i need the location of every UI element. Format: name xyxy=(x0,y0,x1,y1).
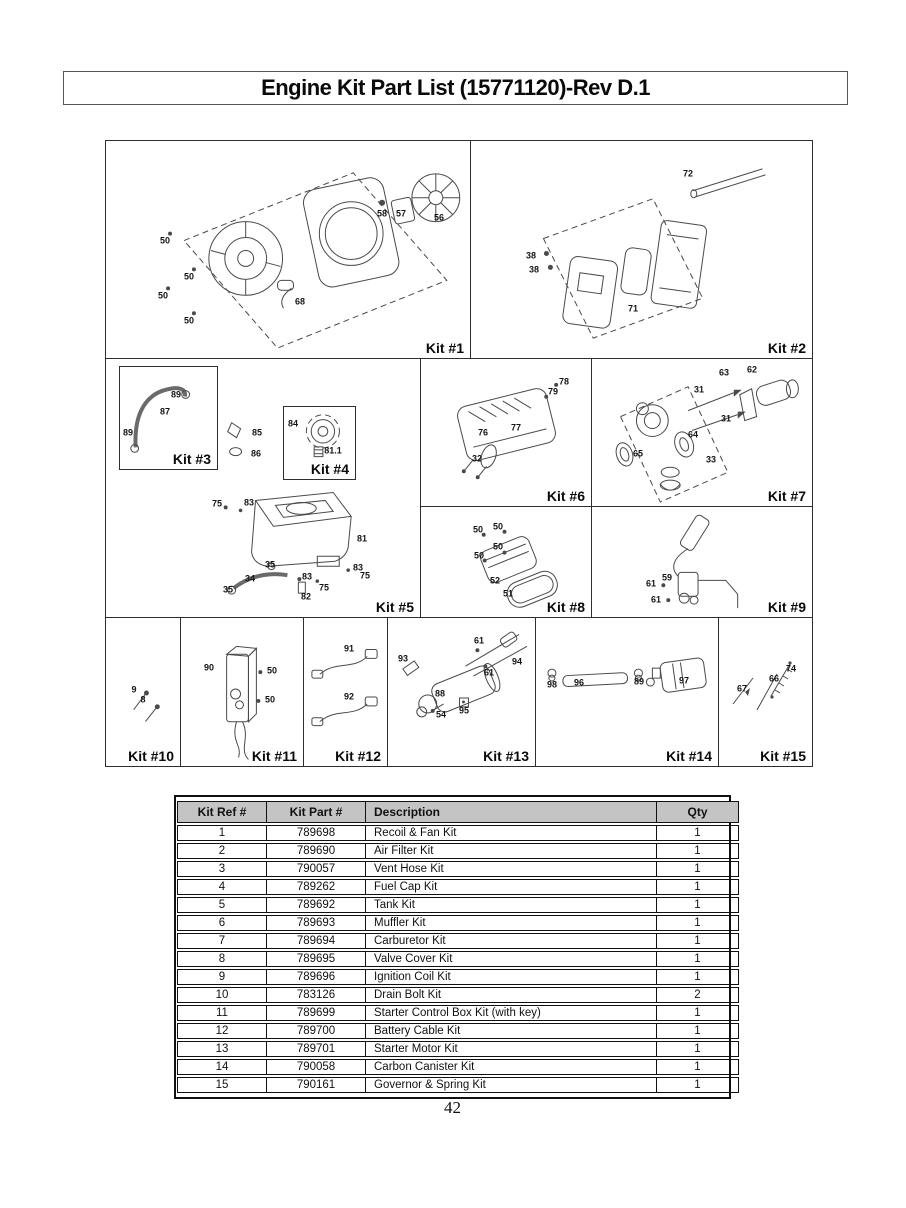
table-row xyxy=(177,861,739,877)
kit-12-label: Kit #12 xyxy=(335,748,381,764)
kit-8-label: Kit #8 xyxy=(546,599,585,615)
kit-7-illustration xyxy=(592,359,812,506)
kit-15-label: Kit #15 xyxy=(760,748,806,764)
description-cell: Starter Control Box Kit (with key) xyxy=(366,1005,657,1021)
title-box xyxy=(63,71,848,105)
qty-cell: 1 xyxy=(657,933,739,949)
part-callout: 8 xyxy=(140,694,146,705)
description-cell: Vent Hose Kit xyxy=(366,861,657,877)
header-qty: Qty xyxy=(657,801,739,823)
part-callout: 68 xyxy=(294,296,306,307)
kit-10-label: Kit #10 xyxy=(128,748,174,764)
kit-1-illustration xyxy=(106,141,470,358)
part-callout: 50 xyxy=(266,665,278,676)
description-cell: Drain Bolt Kit xyxy=(366,987,657,1003)
kit-4-panel xyxy=(283,406,356,480)
part-callout: 92 xyxy=(343,691,355,702)
kit-ref-cell: 1 xyxy=(177,825,267,841)
qty-cell: 1 xyxy=(657,897,739,913)
table-row xyxy=(177,987,739,1003)
kit-part-cell: 789695 xyxy=(267,951,366,967)
kit-3-label: Kit #3 xyxy=(172,451,211,467)
table-row xyxy=(177,1041,739,1057)
kit-2-panel xyxy=(471,141,812,359)
table-row xyxy=(177,1023,739,1039)
kit-ref-cell: 14 xyxy=(177,1059,267,1075)
part-callout: 50 xyxy=(472,524,484,535)
kit-ref-cell: 2 xyxy=(177,843,267,859)
part-callout: 91 xyxy=(343,643,355,654)
kit-12-panel xyxy=(304,618,388,766)
kit-9-panel xyxy=(592,507,812,618)
qty-cell: 1 xyxy=(657,861,739,877)
part-callout: 52 xyxy=(489,575,501,586)
description-cell: Ignition Coil Kit xyxy=(366,969,657,985)
qty-cell: 1 xyxy=(657,843,739,859)
kit-8-panel xyxy=(421,507,592,618)
part-callout: 95 xyxy=(458,705,470,716)
table-row xyxy=(177,1005,739,1021)
header-kit-ref: Kit Ref # xyxy=(177,801,267,823)
qty-cell: 1 xyxy=(657,915,739,931)
kit-part-cell: 790058 xyxy=(267,1059,366,1075)
description-cell: Starter Motor Kit xyxy=(366,1041,657,1057)
page-number: 42 xyxy=(444,1098,461,1117)
part-callout: 93 xyxy=(397,653,409,664)
description-cell: Valve Cover Kit xyxy=(366,951,657,967)
part-callout: 50 xyxy=(159,235,171,246)
kit-ref-cell: 3 xyxy=(177,861,267,877)
description-cell: Fuel Cap Kit xyxy=(366,879,657,895)
table-row xyxy=(177,825,739,841)
part-callout: 83 xyxy=(243,497,255,508)
kit-13-illustration xyxy=(388,618,535,766)
part-callout: 31 xyxy=(693,384,705,395)
qty-cell: 1 xyxy=(657,1005,739,1021)
part-callout: 97 xyxy=(678,675,690,686)
part-callout: 66 xyxy=(768,673,780,684)
part-callout: 34 xyxy=(244,573,256,584)
parts-table-body xyxy=(177,825,739,1093)
part-callout: 75 xyxy=(318,582,330,593)
kit-9-label: Kit #9 xyxy=(767,599,806,615)
qty-cell: 1 xyxy=(657,1077,739,1093)
part-callout: 56 xyxy=(433,212,445,223)
table-row xyxy=(177,951,739,967)
kit-13-label: Kit #13 xyxy=(483,748,529,764)
part-callout: 35 xyxy=(222,584,234,595)
part-callout: 78 xyxy=(558,376,570,387)
kit-part-cell: 789699 xyxy=(267,1005,366,1021)
qty-cell: 1 xyxy=(657,825,739,841)
part-callout: 61 xyxy=(650,594,662,605)
kit-part-cell: 789690 xyxy=(267,843,366,859)
kit-ref-cell: 9 xyxy=(177,969,267,985)
kit-ref-cell: 8 xyxy=(177,951,267,967)
part-callout: 64 xyxy=(687,429,699,440)
parts-table xyxy=(177,799,739,1095)
kit-part-cell: 783126 xyxy=(267,987,366,1003)
kit-5-label: Kit #5 xyxy=(375,599,414,615)
kit-part-cell: 789262 xyxy=(267,879,366,895)
part-callout: 50 xyxy=(473,550,485,561)
part-callout: 98 xyxy=(546,679,558,690)
kit-4-label: Kit #4 xyxy=(310,461,349,477)
part-callout: 62 xyxy=(746,364,758,375)
part-callout: 76 xyxy=(477,427,489,438)
table-row xyxy=(177,933,739,949)
part-callout: 79 xyxy=(547,386,559,397)
part-callout: 82 xyxy=(300,591,312,602)
qty-cell: 1 xyxy=(657,1023,739,1039)
part-callout: 84 xyxy=(287,418,299,429)
part-callout: 51 xyxy=(502,588,514,599)
table-row xyxy=(177,1077,739,1093)
qty-cell: 1 xyxy=(657,951,739,967)
kit-ref-cell: 12 xyxy=(177,1023,267,1039)
diagram-grid xyxy=(105,140,813,767)
table-row xyxy=(177,897,739,913)
description-cell: Carbon Canister Kit xyxy=(366,1059,657,1075)
part-callout: 59 xyxy=(661,572,673,583)
kit-ref-cell: 7 xyxy=(177,933,267,949)
kit-ref-cell: 11 xyxy=(177,1005,267,1021)
part-callout: 94 xyxy=(511,656,523,667)
kit-ref-cell: 15 xyxy=(177,1077,267,1093)
table-row xyxy=(177,879,739,895)
part-callout: 50 xyxy=(183,315,195,326)
kit-ref-cell: 4 xyxy=(177,879,267,895)
qty-cell: 2 xyxy=(657,987,739,1003)
part-callout: 61 xyxy=(473,635,485,646)
kit-part-cell: 789698 xyxy=(267,825,366,841)
part-callout: 75 xyxy=(359,570,371,581)
part-callout: 83 xyxy=(352,562,364,573)
part-callout: 32 xyxy=(471,453,483,464)
part-callout: 31 xyxy=(720,413,732,424)
part-callout: 87 xyxy=(159,406,171,417)
parts-table-wrap xyxy=(174,795,731,1099)
part-callout: 33 xyxy=(705,454,717,465)
part-callout: 72 xyxy=(682,168,694,179)
kit-part-cell: 789696 xyxy=(267,969,366,985)
part-callout: 74 xyxy=(785,663,797,674)
part-callout: 50 xyxy=(264,694,276,705)
part-callout: 89 xyxy=(170,389,182,400)
table-row xyxy=(177,843,739,859)
kit-3-panel xyxy=(119,366,218,470)
part-callout: 50 xyxy=(492,541,504,552)
kit-6-panel xyxy=(421,359,592,507)
kit-5-panel xyxy=(106,359,421,618)
kit-part-cell: 789693 xyxy=(267,915,366,931)
kit-part-cell: 789700 xyxy=(267,1023,366,1039)
part-callout: 50 xyxy=(157,290,169,301)
qty-cell: 1 xyxy=(657,969,739,985)
part-callout: 54 xyxy=(435,709,447,720)
part-callout: 90 xyxy=(203,662,215,673)
table-row xyxy=(177,969,739,985)
part-callout: 81.1 xyxy=(324,445,342,456)
kit-part-cell: 790057 xyxy=(267,861,366,877)
page-title: Engine Kit Part List (15771120)-Rev D.1 xyxy=(261,75,650,100)
header-description: Description xyxy=(366,801,657,823)
loose-part-callout: 86 xyxy=(250,448,262,459)
part-callout: 35 xyxy=(264,559,276,570)
qty-cell: 1 xyxy=(657,879,739,895)
part-callout: 67 xyxy=(736,683,748,694)
kit-10-illustration xyxy=(106,618,180,766)
part-callout: 61 xyxy=(483,667,495,678)
part-callout: 50 xyxy=(492,521,504,532)
kit-11-label: Kit #11 xyxy=(251,748,297,764)
part-callout: 65 xyxy=(632,448,644,459)
description-cell: Governor & Spring Kit xyxy=(366,1077,657,1093)
kit-14-label: Kit #14 xyxy=(666,748,712,764)
kit-ref-cell: 6 xyxy=(177,915,267,931)
table-row xyxy=(177,915,739,931)
description-cell: Battery Cable Kit xyxy=(366,1023,657,1039)
part-callout: 88 xyxy=(434,688,446,699)
description-cell: Tank Kit xyxy=(366,897,657,913)
kit-7-panel xyxy=(592,359,812,507)
description-cell: Recoil & Fan Kit xyxy=(366,825,657,841)
kit-10-panel xyxy=(106,618,181,766)
part-callout: 96 xyxy=(573,677,585,688)
kit-13-panel xyxy=(388,618,536,766)
kit-15-panel xyxy=(719,618,812,766)
part-callout: 50 xyxy=(183,271,195,282)
kit-1-label: Kit #1 xyxy=(425,340,464,356)
part-callout: 58 xyxy=(376,208,388,219)
kit-ref-cell: 5 xyxy=(177,897,267,913)
table-header-row xyxy=(177,801,739,823)
header-kit-part: Kit Part # xyxy=(267,801,366,823)
kit-14-illustration xyxy=(536,618,718,766)
kit-6-label: Kit #6 xyxy=(546,488,585,504)
part-callout: 38 xyxy=(528,264,540,275)
description-cell: Carburetor Kit xyxy=(366,933,657,949)
part-callout: 57 xyxy=(395,208,407,219)
kit-ref-cell: 13 xyxy=(177,1041,267,1057)
kit-part-cell: 789694 xyxy=(267,933,366,949)
qty-cell: 1 xyxy=(657,1059,739,1075)
part-callout: 71 xyxy=(627,303,639,314)
table-row xyxy=(177,1059,739,1075)
description-cell: Air Filter Kit xyxy=(366,843,657,859)
kit-14-panel xyxy=(536,618,719,766)
part-callout: 38 xyxy=(525,250,537,261)
kit-1-panel xyxy=(106,141,471,359)
kit-2-illustration xyxy=(471,141,812,358)
kit-11-illustration xyxy=(181,618,303,766)
kit-part-cell: 789701 xyxy=(267,1041,366,1057)
description-cell: Muffler Kit xyxy=(366,915,657,931)
part-callout: 61 xyxy=(645,578,657,589)
part-callout: 83 xyxy=(301,571,313,582)
part-callout: 77 xyxy=(510,422,522,433)
part-callout: 9 xyxy=(131,684,137,695)
part-callout: 81 xyxy=(356,533,368,544)
part-callout: 63 xyxy=(718,367,730,378)
kit-ref-cell: 10 xyxy=(177,987,267,1003)
part-callout: 89 xyxy=(122,427,134,438)
kit-11-panel xyxy=(181,618,304,766)
kit-7-label: Kit #7 xyxy=(767,488,806,504)
kit-2-label: Kit #2 xyxy=(767,340,806,356)
kit-15-illustration xyxy=(719,618,812,766)
kit-part-cell: 790161 xyxy=(267,1077,366,1093)
part-callout: 89 xyxy=(633,676,645,687)
part-callout: 75 xyxy=(211,498,223,509)
loose-part-callout: 85 xyxy=(251,427,263,438)
kit-part-cell: 789692 xyxy=(267,897,366,913)
qty-cell: 1 xyxy=(657,1041,739,1057)
